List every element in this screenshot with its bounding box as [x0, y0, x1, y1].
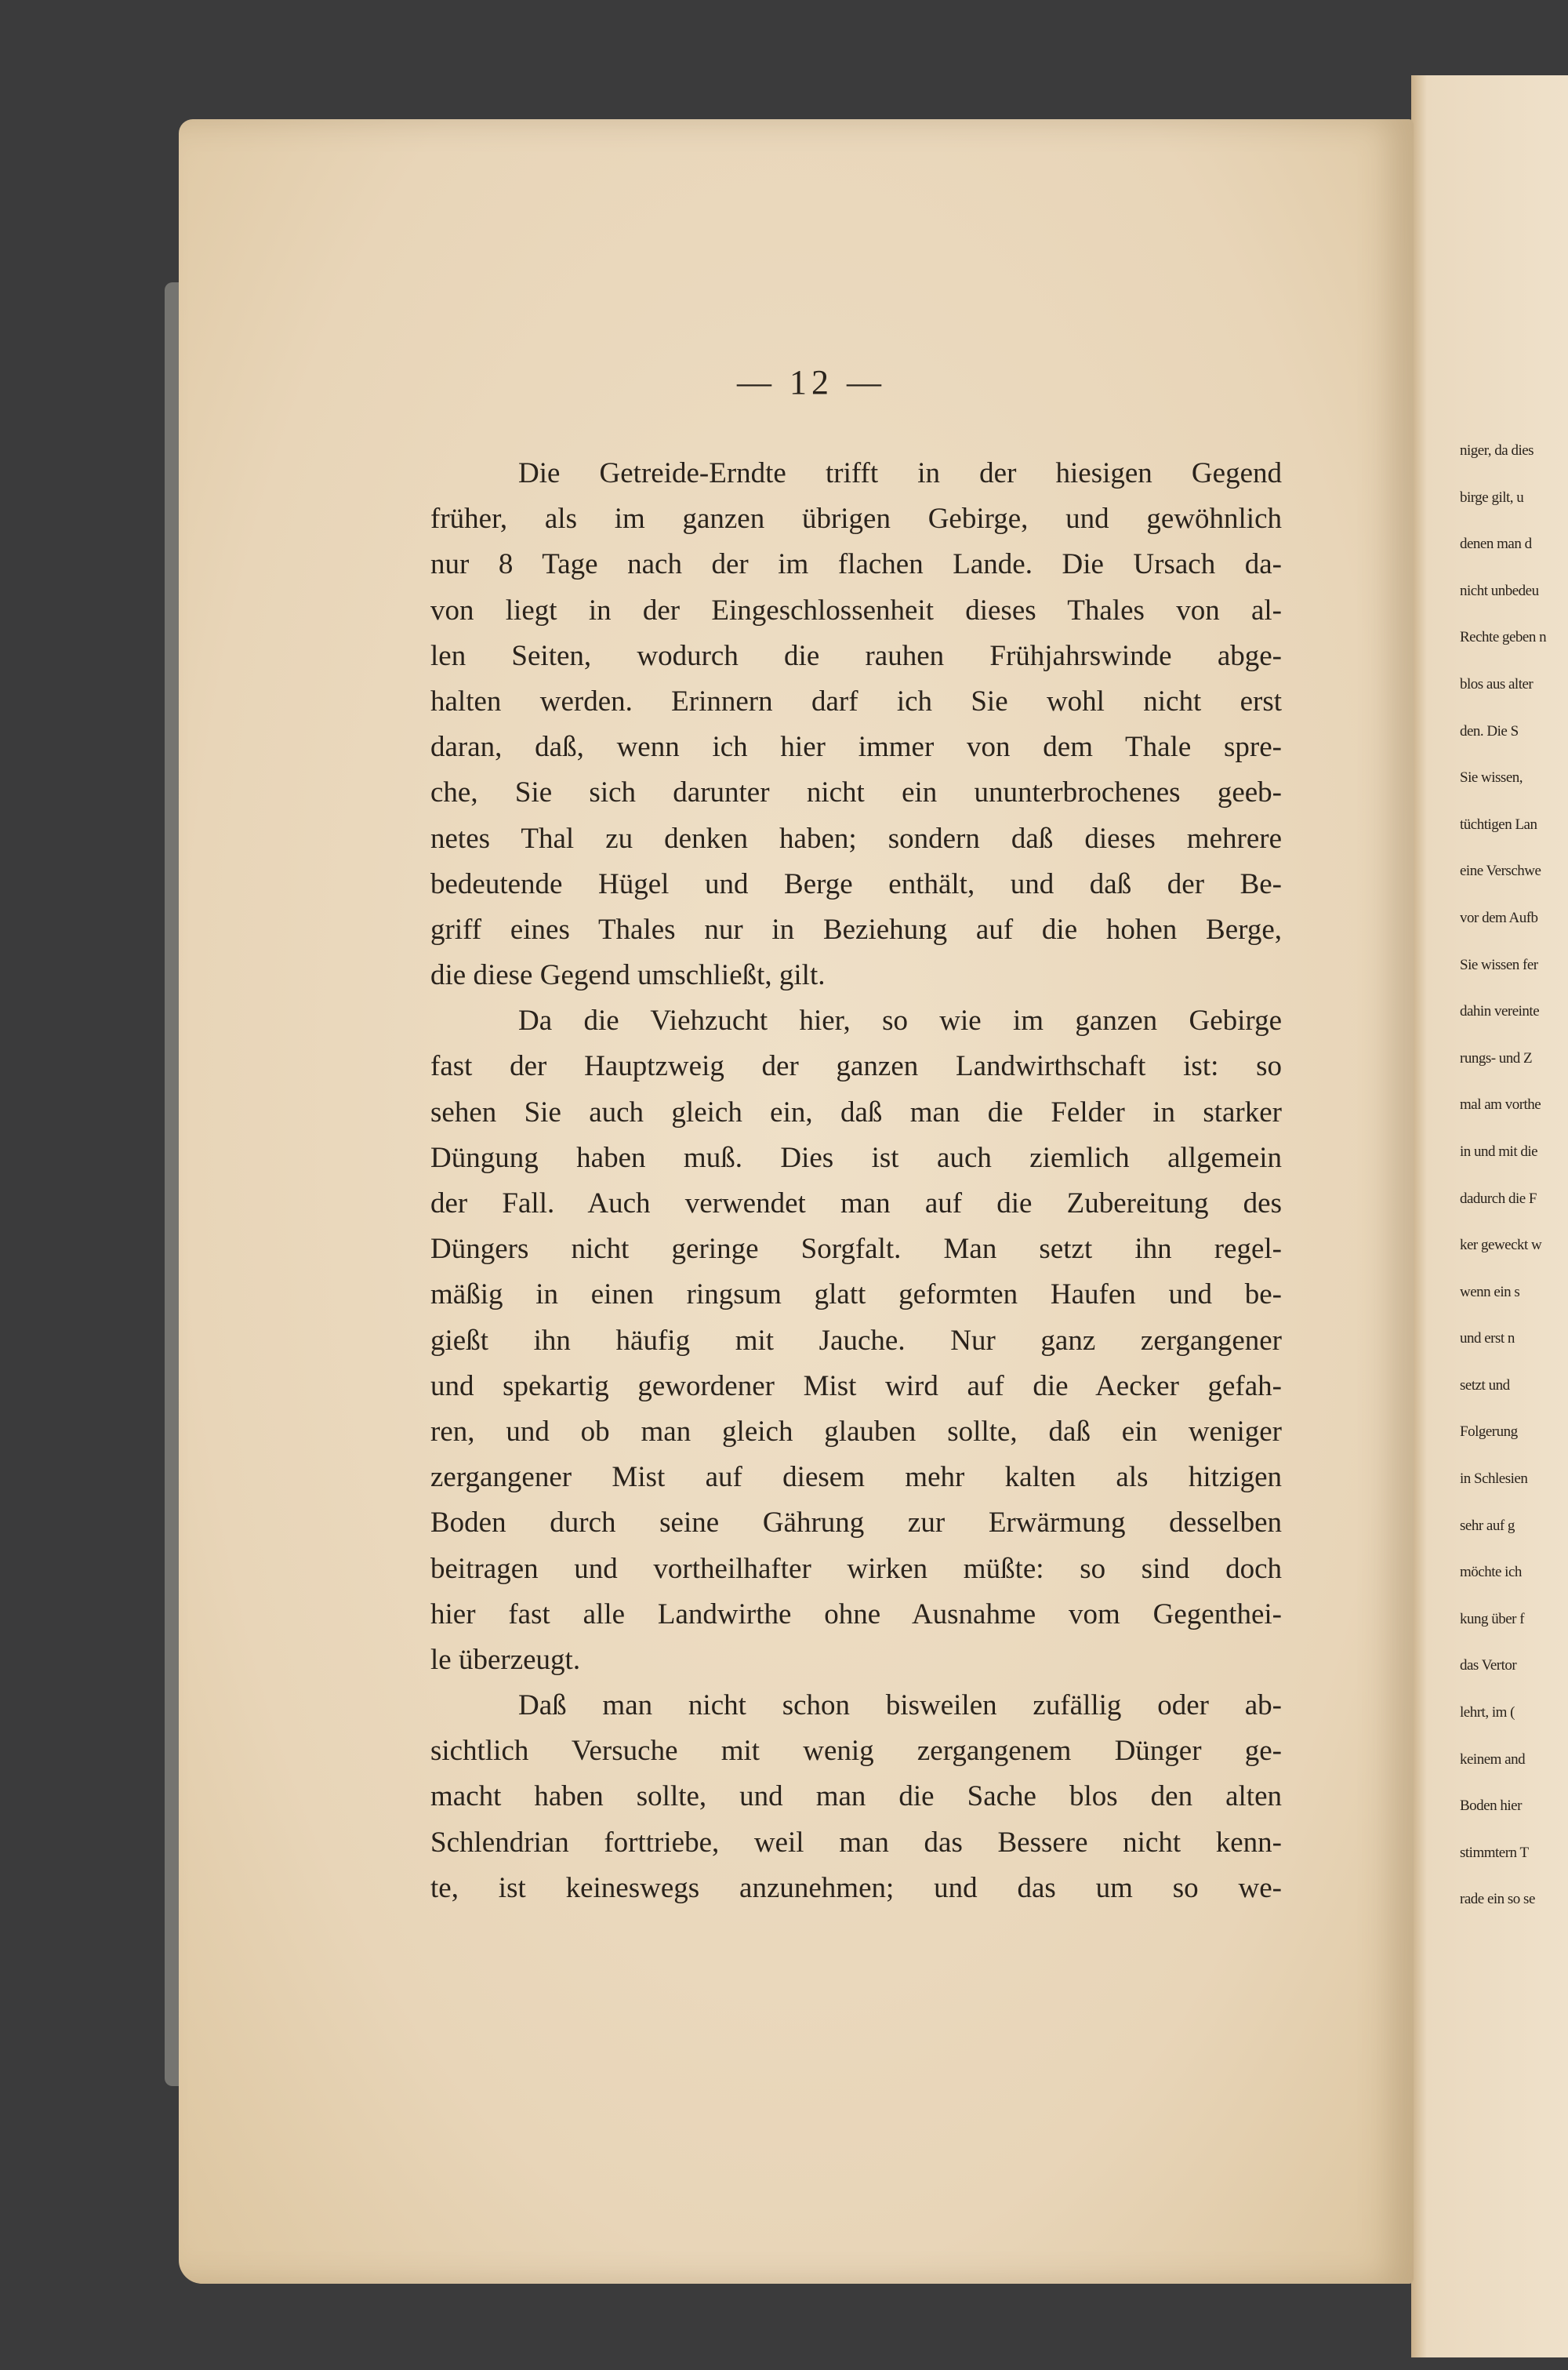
- text-line: gießt ihn häufig mit Jauche. Nur ganz zergangener: [430, 1324, 1282, 1357]
- text-line: hier fast alle Landwirthe ohne Ausnahme vom Gegenthei-: [430, 1598, 1282, 1630]
- text-line: zergangener Mist auf diesem mehr kalten als hitzigen: [430, 1461, 1282, 1494]
- facing-text-line: Boden hier: [1460, 1797, 1522, 1815]
- facing-text-line: wenn ein s: [1460, 1283, 1520, 1300]
- text-line: der Fall. Auch verwendet man auf die Zubereitung des: [430, 1187, 1282, 1220]
- text-line: che, Sie sich darunter nicht ein ununterbrochenes geeb-: [430, 776, 1282, 809]
- facing-text-line: sehr auf g: [1460, 1517, 1515, 1534]
- text-line: früher, als im ganzen übrigen Gebirge, und gewöhnlich: [430, 503, 1282, 536]
- facing-page-text: [1460, 427, 1566, 1923]
- text-line: halten werden. Erinnern darf ich Sie wohl nicht erst: [430, 685, 1282, 718]
- facing-text-line: den. Die S: [1460, 722, 1519, 740]
- facing-text-line: setzt und: [1460, 1376, 1510, 1394]
- text-line: und spekartig gewordener Mist wird auf die Aecker gefah-: [430, 1369, 1282, 1402]
- facing-text-line: Sie wissen,: [1460, 769, 1523, 787]
- text-line: griff eines Thales nur in Beziehung auf die hohen Berge,: [430, 913, 1282, 946]
- text-line: Daß man nicht schon bisweilen zufällig oder ab-: [518, 1689, 1282, 1722]
- text-line: Da die Viehzucht hier, so wie im ganzen Gebirge: [518, 1005, 1282, 1038]
- text-line: sehen Sie auch gleich ein, daß man die Felder in starker: [430, 1096, 1282, 1129]
- facing-text-line: möchte ich: [1460, 1564, 1522, 1581]
- facing-text-line: Rechte geben n: [1460, 629, 1547, 646]
- facing-page: [1411, 75, 1568, 2357]
- text-line: macht haben sollte, und man die Sache blos den alten: [430, 1780, 1282, 1813]
- facing-text-line: in und mit die: [1460, 1143, 1538, 1160]
- facing-text-line: rade ein so se: [1460, 1891, 1535, 1908]
- facing-text-line: vor dem Aufb: [1460, 909, 1538, 926]
- text-line: len Seiten, wodurch die rauhen Frühjahrswinde abge-: [430, 639, 1282, 672]
- facing-text-line: tüchtigen Lan: [1460, 816, 1537, 833]
- text-line: Düngers nicht geringe Sorgfalt. Man setzt ihn regel-: [430, 1233, 1282, 1266]
- text-line: Boden durch seine Gährung zur Erwärmung desselben: [430, 1507, 1282, 1539]
- body-text: [430, 451, 1282, 1911]
- text-line: beitragen und vortheilhafter wirken müßte: so sind doch: [430, 1552, 1282, 1585]
- facing-text-line: birge gilt, u: [1460, 489, 1524, 506]
- text-line: die diese Gegend umschließt, gilt.: [430, 959, 826, 992]
- facing-text-line: dadurch die F: [1460, 1190, 1537, 1207]
- text-line: ren, und ob man gleich glauben sollte, daß ein weniger: [430, 1415, 1282, 1448]
- facing-text-line: Folgerung: [1460, 1423, 1518, 1441]
- facing-text-line: niger, da dies: [1460, 442, 1534, 459]
- text-line: bedeutende Hügel und Berge enthält, und daß der Be-: [430, 867, 1282, 900]
- text-line: netes Thal zu denken haben; sondern daß dieses mehrere: [430, 822, 1282, 855]
- facing-text-line: Sie wissen fer: [1460, 956, 1538, 973]
- text-line: von liegt in der Eingeschlossenheit dieses Thales von al-: [430, 594, 1282, 627]
- page-number: — 12 —: [737, 363, 886, 402]
- facing-text-line: rungs- und Z: [1460, 1049, 1533, 1067]
- text-line: te, ist keineswegs anzunehmen; und das um so we-: [430, 1871, 1282, 1904]
- text-line: Düngung haben muß. Dies ist auch ziemlich allgemein: [430, 1141, 1282, 1174]
- facing-text-line: keinem and: [1460, 1750, 1526, 1768]
- facing-text-line: eine Verschwe: [1460, 863, 1541, 880]
- facing-text-line: dahin vereinte: [1460, 1003, 1540, 1020]
- text-line: sichtlich Versuche mit wenig zergangenem Dünger ge-: [430, 1735, 1282, 1768]
- text-line: daran, daß, wenn ich hier immer von dem Thale spre-: [430, 731, 1282, 764]
- facing-text-line: lehrt, im (: [1460, 1704, 1515, 1721]
- facing-text-line: und erst n: [1460, 1330, 1515, 1347]
- text-line: le überzeugt.: [430, 1643, 581, 1676]
- text-line: fast der Hauptzweig der ganzen Landwirthschaft ist: so: [430, 1050, 1282, 1083]
- facing-text-line: blos aus alter: [1460, 675, 1534, 692]
- facing-text-line: das Vertor: [1460, 1657, 1517, 1674]
- text-line: Schlendrian forttriebe, weil man das Bessere nicht kenn-: [430, 1826, 1282, 1859]
- facing-text-line: kung über f: [1460, 1610, 1525, 1627]
- facing-text-line: mal am vorthe: [1460, 1096, 1541, 1114]
- text-line: Die Getreide-Erndte trifft in der hiesigen Gegend: [518, 457, 1282, 489]
- facing-text-line: denen man d: [1460, 536, 1532, 553]
- facing-text-line: ker geweckt w: [1460, 1237, 1542, 1254]
- facing-text-line: stimmtern T: [1460, 1844, 1529, 1861]
- facing-text-line: nicht unbedeu: [1460, 582, 1539, 599]
- facing-text-line: in Schlesien: [1460, 1470, 1528, 1488]
- text-line: mäßig in einen ringsum glatt geformten Haufen und be-: [430, 1278, 1282, 1311]
- text-line: nur 8 Tage nach der im flachen Lande. Die Ursach da-: [430, 548, 1282, 581]
